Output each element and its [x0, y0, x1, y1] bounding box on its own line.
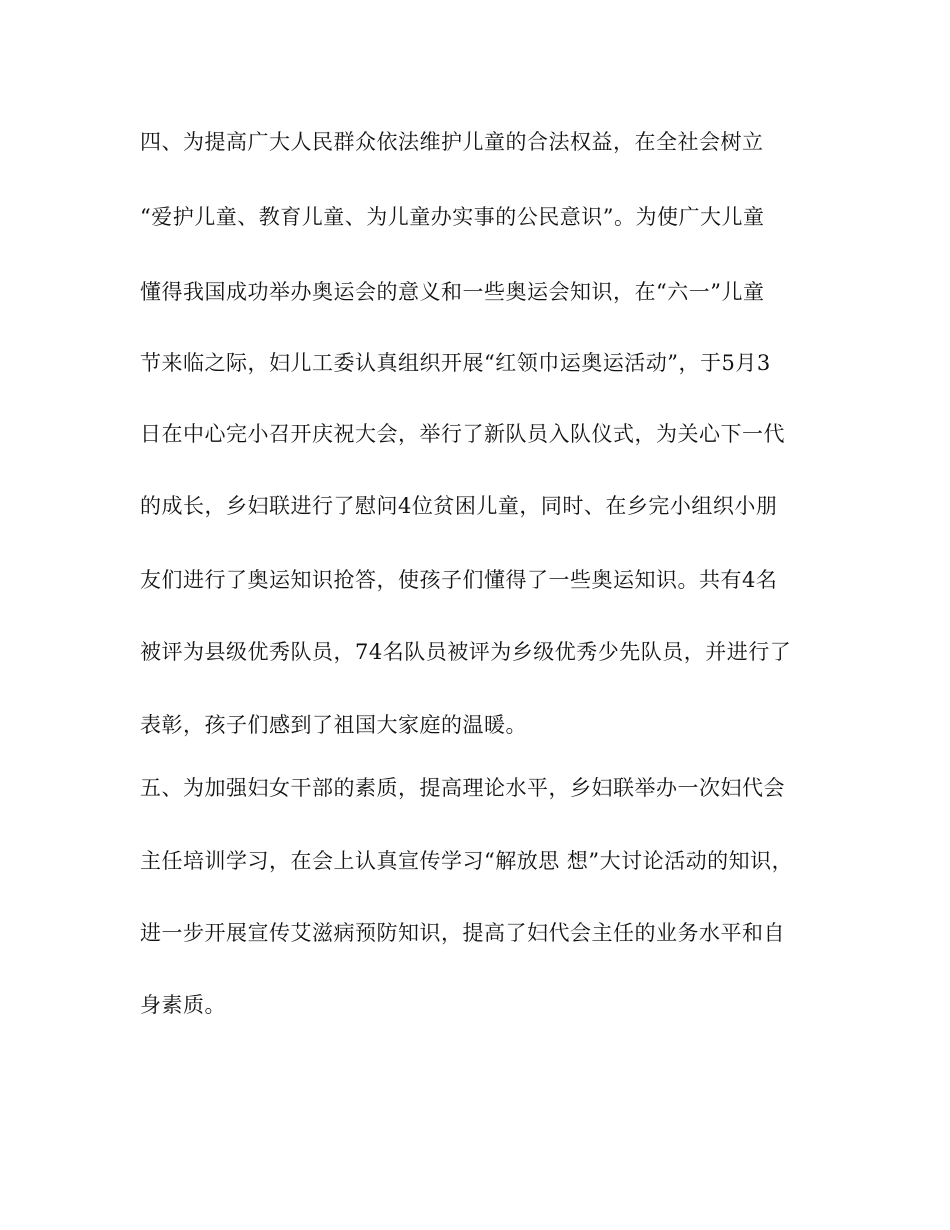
text-line: 懂得我国成功举办奥运会的意义和一些奥运会知识，在“六一”儿童 [140, 280, 765, 304]
text-line: 身素质。 [140, 993, 226, 1017]
text-line: 的成长，乡妇联进行了慰问4位贫困儿童，同时、在乡完小组织小朋 [140, 494, 778, 518]
text-line: 被评为县级优秀队员，74名队员被评为乡级优秀少先队员，并进行了 [140, 640, 792, 664]
text-line: 进一步开展宣传艾滋病预防知识，提高了妇代会主任的业务水平和自 [140, 921, 785, 945]
text-line: 主任培训学习，在会上认真宣传学习“解放思 想”大讨论活动的知识， [140, 849, 794, 873]
text-line: 五、为加强妇女干部的素质，提高理论水平，乡妇联举办一次妇代会 [140, 776, 785, 800]
text-line: 友们进行了奥运知识抢答，使孩子们懂得了一些奥运知识。共有4名 [140, 568, 778, 592]
text-line: 四、为提高广大人民群众依法维护儿童的合法权益，在全社会树立 [140, 130, 764, 154]
text-line: 表彰，孩子们感到了祖国大家庭的温暖。 [140, 713, 527, 737]
text-line: 节来临之际，妇儿工委认真组织开展“红领巾运奥运活动”，于5月3 [140, 351, 771, 375]
text-line: 日在中心完小召开庆祝大会，举行了新队员入队仪式，为关心下一代 [140, 422, 785, 446]
text-line: “爱护儿童、教育儿童、为儿童办实事的公民意识”。为使广大儿童 [140, 205, 765, 229]
